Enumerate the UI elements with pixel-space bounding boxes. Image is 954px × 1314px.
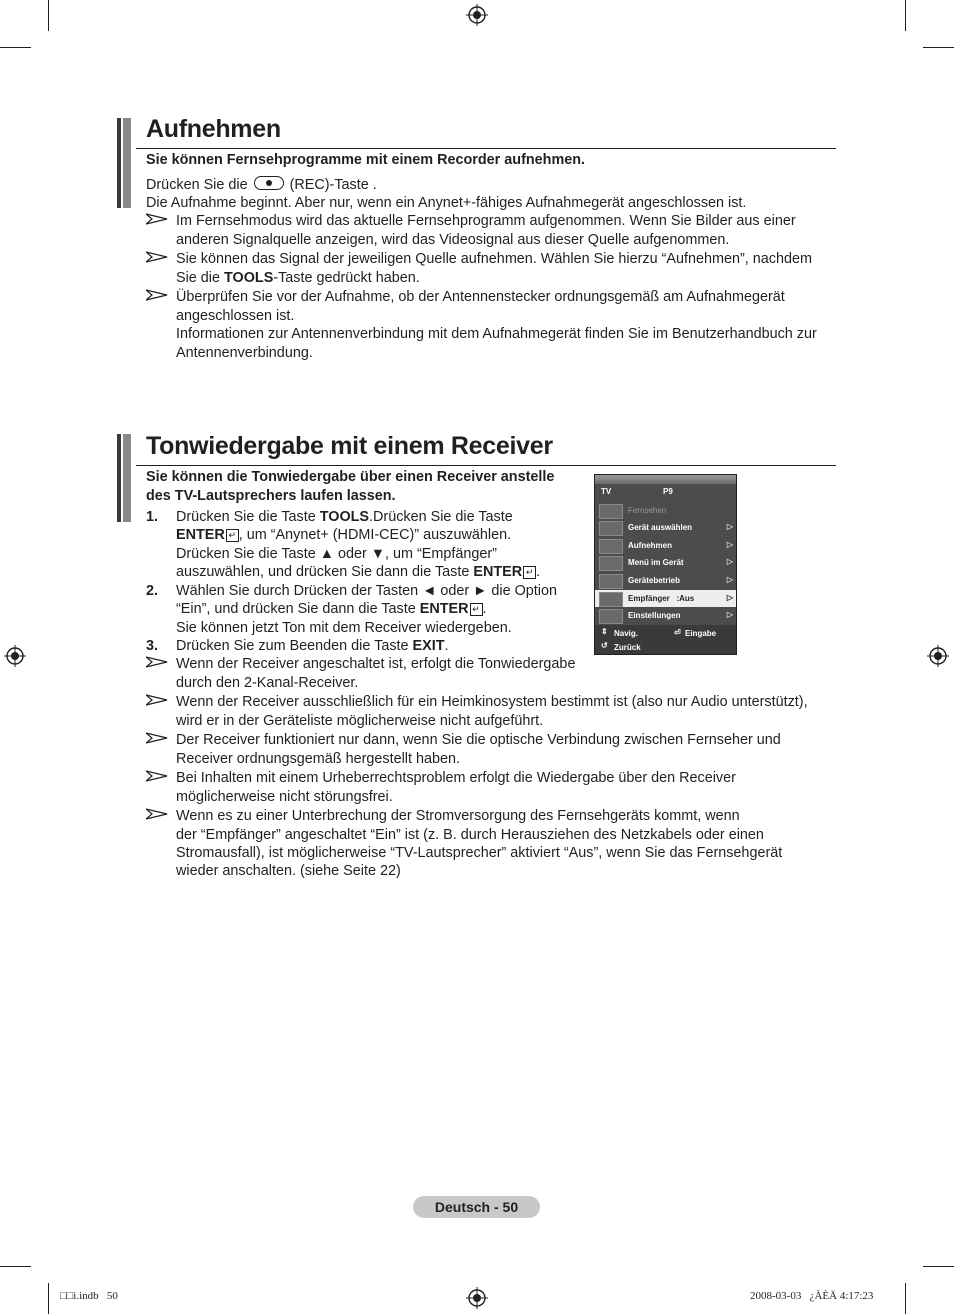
section-sidebar-bar [117,434,131,522]
step-text: Drücken Sie zum Beenden die Taste EXIT. [176,638,449,654]
crop-mark [48,1283,49,1314]
step-text: Drücken Sie die Taste ▲ oder ▼, um “Empfänger” [176,546,497,562]
tv-channel-label: P9 [663,487,673,496]
note-arrow-icon [146,694,168,706]
body-text: Die Aufnahme beginnt. Aber nur, wenn ein Anynet+-fähiges Aufnahmegerät angeschlossen ist. [146,195,747,211]
step-text: Drücken Sie die Taste TOOLS.Drücken Sie die Taste [176,509,513,525]
note-arrow-icon [146,656,168,668]
step-text: ENTER ↵ , um “Anynet+ (HDMI-CEC)” auszuwählen. [176,527,512,543]
step-text: Sie können jetzt Ton mit dem Receiver wiedergeben. [176,620,512,636]
tv-source-label: TV [601,487,612,496]
rec-button-icon [254,176,284,190]
tv-menu-item-selected[interactable]: Empfänger :Aus ▷ [595,590,736,607]
section-title: Tonwiedergabe mit einem Receiver [146,432,553,460]
rec-instruction: Drücken Sie die (REC)-Taste . [146,177,377,193]
note-text: der “Empfänger” angeschaltet “Ein” ist (z. B. durch Herausziehen des Netzkabels oder einen [176,827,764,843]
step-number: 1. [146,509,159,525]
note-text: Im Fernsehmodus wird das aktuelle Fernsehprogramm aufgenommen. Wenn Sie Bilder aus einer [176,213,796,229]
note-text: Receiver ordnungsgemäß hergestellt haben. [176,751,460,767]
record-icon [599,539,623,554]
note-text: Bei Inhalten mit einem Urheberrechtsproblem erfolgt die Wiedergabe über den Receiver [176,770,736,786]
updown-arrow-icon: ⇕ [601,627,608,636]
tv-menu-item[interactable]: Gerät auswählen ▷ [595,519,736,536]
section-subtitle: Sie können die Tonwiedergabe über einen Receiver anstelle [146,469,555,485]
chevron-right-icon: ▷ [726,522,733,531]
nav-hint: Navig. [614,629,639,638]
note-text: durch den 2-Kanal-Receiver. [176,675,359,691]
note-text: wieder anschalten. (siehe Seite 22) [176,863,401,879]
chevron-right-icon: ▷ [726,610,733,619]
note-text: Wenn es zu einer Unterbrechung der Stromversorgung des Fernsehgeräts kommt, wenn [176,808,740,824]
crop-mark [0,1266,31,1267]
note-text: wird er in der Geräteliste möglicherweise nicht aufgeführt. [176,713,544,729]
tv-menu-item[interactable]: Menü im Gerät ▷ [595,554,736,571]
enter-key-icon: ↵ [523,566,536,579]
crop-mark [923,1266,954,1267]
note-text: Stromausfall), ist möglicherweise “TV-Lautsprecher” aktiviert “Aus”, wenn Sie das Fernsehgerät [176,845,783,861]
note-text: Sie die TOOLS-Taste gedrückt haben. [176,270,420,286]
note-text: Der Receiver funktioniert nur dann, wenn Sie die optische Verbindung zwischen Fernseher und [176,732,781,748]
enter-hint: Eingabe [685,629,717,638]
device-icon [599,521,623,536]
note-arrow-icon [146,289,168,301]
chevron-right-icon: ▷ [726,540,733,549]
crop-mark [905,1283,906,1314]
title-underline [136,465,836,466]
section-subtitle: des TV-Lautsprechers laufen lassen. [146,488,396,504]
note-text: Wenn der Receiver ausschließlich für ein Heimkinosystem bestimmt ist (also nur Audio unterstützt), [176,694,808,710]
section-sidebar-bar [117,118,131,208]
crop-mark [0,47,31,48]
registration-mark-icon [4,645,26,667]
note-text: Antennenverbindung. [176,345,313,361]
tv-menu-item[interactable]: Einstellungen ▷ [595,607,736,624]
chevron-right-icon: ▷ [726,593,733,602]
crop-mark [48,0,49,31]
menu-device-icon [599,556,623,571]
section-title: Aufnehmen [146,115,281,143]
enter-icon: ⏎ [674,628,681,637]
step-number: 3. [146,638,159,654]
step-text: “Ein”, und drücken Sie dann die Taste ENTER ↵ . [176,601,487,617]
tv-menu-item[interactable]: Aufnehmen ▷ [595,537,736,554]
step-text: Wählen Sie durch Drücken der Tasten ◄ oder ► die Option [176,583,557,599]
note-arrow-icon [146,808,168,820]
tv-menu-topbar [595,475,736,484]
note-text: angeschlossen ist. [176,308,295,324]
section-subtitle: Sie können Fernsehprogramme mit einem Recorder aufnehmen. [146,152,586,168]
note-text: möglicherweise nicht störungsfrei. [176,789,393,805]
print-footer-left: □□i.indb 50 [60,1290,118,1302]
title-underline [136,148,836,149]
chevron-right-icon: ▷ [726,557,733,566]
page-number-badge: Deutsch - 50 [413,1196,540,1218]
note-arrow-icon [146,213,168,225]
enter-key-icon: ↵ [226,529,239,542]
device-operation-icon [599,574,623,589]
note-text: anderen Signalquelle anzeigen, wird das Videosignal aus dieser Quelle aufgenommen. [176,232,730,248]
note-text: Informationen zur Antennenverbindung mit dem Aufnahmegerät finden Sie im Benutzerhandbuch zur [176,326,817,342]
settings-icon [599,609,623,624]
note-arrow-icon [146,251,168,263]
tv-menu-footer [595,625,736,654]
tv-menu-item[interactable]: Gerätebetrieb ▷ [595,572,736,589]
note-arrow-icon [146,732,168,744]
registration-mark-icon [466,1287,488,1309]
back-hint: Zurück [614,643,641,652]
note-text: Wenn der Receiver angeschaltet ist, erfolgt die Tonwiedergabe [176,656,576,672]
crop-mark [923,47,954,48]
crop-mark [905,0,906,31]
note-arrow-icon [146,770,168,782]
tv-menu-item[interactable]: Fernsehen [595,502,736,519]
note-text: Überprüfen Sie vor der Aufnahme, ob der Antennenstecker ordnungsgemäß am Aufnahmegerät [176,289,785,305]
print-footer-right: 2008-03-03 ¿ÀÈÄ 4:17:23 [750,1290,874,1302]
chevron-right-icon: ▷ [726,575,733,584]
return-icon: ↺ [601,641,608,650]
tv-icon [599,504,623,519]
step-number: 2. [146,583,159,599]
registration-mark-icon [466,4,488,26]
receiver-icon [599,592,623,607]
enter-key-icon: ↵ [470,603,483,616]
tv-menu-screenshot [594,474,737,655]
step-text: auszuwählen, und drücken Sie dann die Taste ENTER ↵ . [176,564,541,580]
note-text: Sie können das Signal der jeweiligen Quelle aufnehmen. Wählen Sie hierzu “Aufnehmen”, nachdem [176,251,812,267]
registration-mark-icon [927,645,949,667]
